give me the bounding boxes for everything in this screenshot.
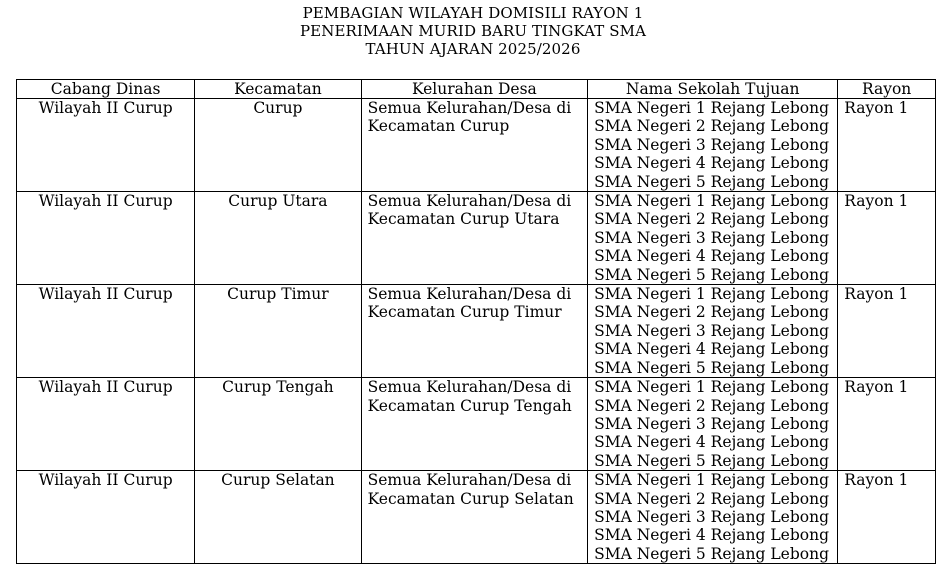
school-item: SMA Negeri 1 Rejang Lebong — [594, 471, 829, 490]
cell-nama-sekolah — [588, 378, 838, 471]
school-item: SMA Negeri 1 Rejang Lebong — [594, 378, 829, 397]
school-item: SMA Negeri 3 Rejang Lebong — [594, 507, 829, 526]
header-rayon: Rayon — [838, 80, 936, 99]
school-item: SMA Negeri 3 Rejang Lebong — [594, 228, 829, 247]
table-row — [17, 99, 936, 192]
cell-kelurahan-desa: Semua Kelurahan/Desa di Kecamatan Curup Timur — [361, 285, 588, 378]
school-item: SMA Negeri 4 Rejang Lebong — [594, 526, 829, 545]
cell-nama-sekolah — [588, 99, 838, 192]
cell-kelurahan-desa: Semua Kelurahan/Desa di Kecamatan Curup Utara — [361, 192, 588, 285]
school-item: SMA Negeri 4 Rejang Lebong — [594, 340, 829, 359]
table-row — [17, 471, 936, 564]
school-item: SMA Negeri 4 Rejang Lebong — [594, 154, 829, 173]
cell-nama-sekolah — [588, 192, 838, 285]
cell-rayon: Rayon 1 — [838, 378, 936, 471]
school-item: SMA Negeri 5 Rejang Lebong — [594, 544, 829, 563]
school-item: SMA Negeri 3 Rejang Lebong — [594, 321, 829, 340]
table-row — [17, 285, 936, 378]
cell-rayon: Rayon 1 — [838, 285, 936, 378]
school-item: SMA Negeri 5 Rejang Lebong — [594, 172, 829, 191]
cell-cabang-dinas: Wilayah II Curup — [17, 192, 195, 285]
header-kecamatan: Kecamatan — [195, 80, 361, 99]
table-row — [17, 192, 936, 285]
title-line-1: PEMBAGIAN WILAYAH DOMISILI RAYON 1 — [302, 4, 644, 22]
header-kelurahan-desa: Kelurahan Desa — [361, 80, 588, 99]
school-item: SMA Negeri 2 Rejang Lebong — [594, 489, 829, 508]
cell-cabang-dinas: Wilayah II Curup — [17, 99, 195, 192]
cell-rayon: Rayon 1 — [838, 99, 936, 192]
cell-nama-sekolah — [588, 471, 838, 564]
cell-cabang-dinas: Wilayah II Curup — [17, 378, 195, 471]
cell-kecamatan: Curup Timur — [195, 285, 361, 378]
school-item: SMA Negeri 2 Rejang Lebong — [594, 396, 829, 415]
cell-kelurahan-desa: Semua Kelurahan/Desa di Kecamatan Curup Selatan — [361, 471, 588, 564]
cell-kelurahan-desa: Semua Kelurahan/Desa di Kecamatan Curup — [361, 99, 588, 192]
school-item: SMA Negeri 1 Rejang Lebong — [594, 192, 829, 211]
cell-kecamatan: Curup Selatan — [195, 471, 361, 564]
cell-kecamatan: Curup — [195, 99, 361, 192]
cell-rayon: Rayon 1 — [838, 471, 936, 564]
rayon-table — [16, 79, 936, 564]
table-body — [17, 99, 936, 564]
school-item: SMA Negeri 4 Rejang Lebong — [594, 433, 829, 452]
title-line-2: PENERIMAAN MURID BARU TINGKAT SMA — [299, 22, 646, 40]
school-item: SMA Negeri 2 Rejang Lebong — [594, 210, 829, 229]
school-item: SMA Negeri 4 Rejang Lebong — [594, 247, 829, 266]
school-item: SMA Negeri 3 Rejang Lebong — [594, 135, 829, 154]
cell-cabang-dinas: Wilayah II Curup — [17, 285, 195, 378]
table-header-row — [17, 80, 936, 99]
cell-kelurahan-desa: Semua Kelurahan/Desa di Kecamatan Curup Tengah — [361, 378, 588, 471]
document-title — [0, 4, 946, 58]
school-item: SMA Negeri 2 Rejang Lebong — [594, 303, 829, 322]
cell-kecamatan: Curup Tengah — [195, 378, 361, 471]
cell-cabang-dinas: Wilayah II Curup — [17, 471, 195, 564]
school-item: SMA Negeri 3 Rejang Lebong — [594, 414, 829, 433]
school-item: SMA Negeri 1 Rejang Lebong — [594, 99, 829, 117]
school-item: SMA Negeri 2 Rejang Lebong — [594, 117, 829, 136]
header-nama-sekolah: Nama Sekolah Tujuan — [588, 80, 838, 99]
table-row — [17, 378, 936, 471]
cell-rayon: Rayon 1 — [838, 192, 936, 285]
cell-kecamatan: Curup Utara — [195, 192, 361, 285]
school-item: SMA Negeri 1 Rejang Lebong — [594, 285, 829, 304]
title-line-3: TAHUN AJARAN 2025/2026 — [365, 40, 581, 58]
school-item: SMA Negeri 5 Rejang Lebong — [594, 358, 829, 377]
cell-nama-sekolah — [588, 285, 838, 378]
school-item: SMA Negeri 5 Rejang Lebong — [594, 451, 829, 470]
header-cabang-dinas: Cabang Dinas — [17, 80, 195, 99]
school-item: SMA Negeri 5 Rejang Lebong — [594, 265, 829, 284]
